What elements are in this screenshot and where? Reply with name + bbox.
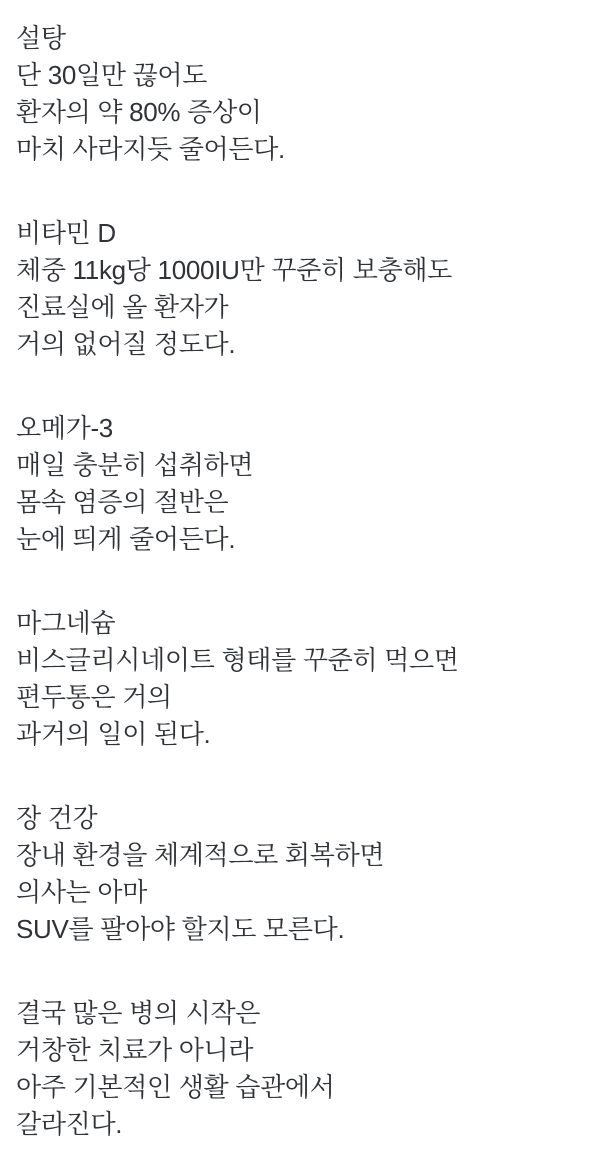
text-line: 갈라진다. xyxy=(16,1109,123,1139)
text-line: 아주 기본적인 생활 습관에서 xyxy=(16,1072,335,1102)
text-line: 거창한 치료가 아니라 xyxy=(16,1035,254,1065)
text-document xyxy=(16,20,584,1143)
section-sugar xyxy=(16,20,584,168)
section-gut-health xyxy=(16,800,584,948)
text-line: 몸속 염증의 절반은 xyxy=(16,487,229,517)
text-line: 거의 없어질 정도다. xyxy=(16,329,236,359)
text-line: 환자의 약 80% 증상이 xyxy=(16,97,262,127)
text-line: 마치 사라지듯 줄어든다. xyxy=(16,134,285,164)
text-line: 결국 많은 병의 시작은 xyxy=(16,998,261,1028)
section-vitamin-d xyxy=(16,215,584,363)
section-conclusion xyxy=(16,995,584,1143)
text-line: 편두통은 거의 xyxy=(16,682,172,712)
text-line: 눈에 띄게 줄어든다. xyxy=(16,524,236,554)
text-line: 매일 충분히 섭취하면 xyxy=(16,450,254,480)
text-line: SUV를 팔아야 할지도 모른다. xyxy=(16,914,345,944)
text-line: 비스글리시네이트 형태를 꾸준히 먹으면 xyxy=(16,645,459,675)
section-title: 설탕 xyxy=(16,23,66,53)
text-line: 진료실에 올 환자가 xyxy=(16,292,229,322)
section-title: 비타민 D xyxy=(16,218,116,248)
text-line: 과거의 일이 된다. xyxy=(16,719,211,749)
section-magnesium xyxy=(16,605,584,753)
section-title: 장 건강 xyxy=(16,803,98,833)
text-line: 장내 환경을 체계적으로 회복하면 xyxy=(16,840,385,870)
text-line: 단 30일만 끊어도 xyxy=(16,60,208,90)
text-line: 의사는 아마 xyxy=(16,877,148,907)
text-line: 체중 11kg당 1000IU만 꾸준히 보충해도 xyxy=(16,255,452,285)
section-omega-3 xyxy=(16,410,584,558)
section-title: 오메가-3 xyxy=(16,413,113,443)
section-title: 마그네슘 xyxy=(16,608,116,638)
